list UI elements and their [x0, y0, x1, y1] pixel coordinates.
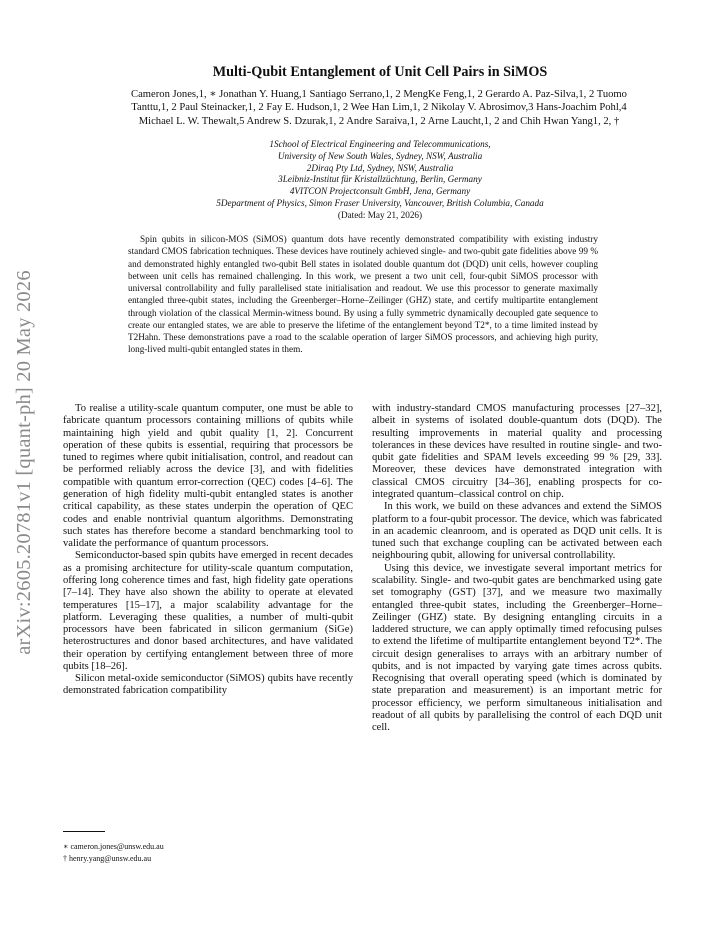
author-list	[64, 88, 694, 128]
date-line: (Dated: May 21, 2026)	[337, 209, 423, 220]
paragraph: To realise a utility-scale quantum computer, one must be able to fabricate quantum processors containing millions of qubits while maintaining high yield and qubit quality [1, 2]. Concurrent operation of these qubits is essential, requiring that processors be tuned to regimes where qubit initialisation, control, and readout can be performed reliably across the device [3], and with fidelities compatible with quantum error-correction (QEC) codes [4–6]. The generation of high fidelity multi-qubit entangled states is another critical capability, as these states underpin the operation of QEC codes and enable nontrivial quantum algorithms. Demonstrating such states has therefore become a standard benchmarking tool to validate the performance of quantum processors.	[63, 403, 353, 550]
arxiv-stamp	[2, 246, 46, 678]
footnote-email: † henry.yang@unsw.edu.au	[63, 853, 152, 863]
author-line: Cameron Jones,1, ∗ Jonathan Y. Huang,1 Santiago Serrano,1, 2 MengKe Feng,1, 2 Gerardo A. Paz-Silva,1, 2 Tuomo	[131, 89, 627, 100]
paragraph: Silicon metal-oxide semiconductor (SiMOS) qubits have recently demonstrated fabrication compatibility	[63, 673, 353, 697]
footnote-divider	[63, 831, 105, 832]
paragraph: with industry-standard CMOS manufacturing processes [27–32], albeit in systems of isolated double-quantum dots (DQD). The resulting improvements in material quality and processing tolerances in these devices have resulted in routine single- and two-qubit gate fidelities and SPAM levels exceeding 99 % [29, 33]. Moreover, these devices have demonstrated integration with classical CMOS circuitry [34–36], enabling prospects for co-integrated quantum–classical control on chip.	[372, 403, 662, 500]
footnotes	[63, 841, 164, 864]
author-line: Michael L. W. Thewalt,5 Andrew S. Dzurak,1, 2 Andre Saraiva,1, 2 Arne Laucht,1, 2 and Chih Hwan Yang1, 2, †	[138, 115, 620, 127]
affiliation: 3Leibniz-Institut für Kristallzüchtung, Berlin, Germany	[278, 174, 482, 185]
affiliation: 4VITCON Projectconsult GmbH, Jena, Germany	[289, 186, 471, 197]
abstract: Spin qubits in silicon-MOS (SiMOS) quantum dots have recently demonstrated compatibility with existing industry standard CMOS fabrication techniques. These devices have routinely achieved single- and two-qubit gate fidelities above 99 % and demonstrated highly entangled two-qubit Bell states in isolated double quantum dot (DQD) unit cells, however coupling between unit cells has remained challenging. In this work, we present a two unit cell, four-qubit SiMOS processor with universal controllability and fully parallelised state initialisation and readout. We use this processor to generate maximally entangled three-qubit states, including the Greenberger–Horne–Zeilinger (GHZ) state, and certify multipartite entanglement through violation of the classical Mermin-witness bound. By using a fully symmetric dynamically decoupled gate sequence to create our entangled states, we are able to preserve the lifetime of the entanglement beyond T2*, to a time limited instead by T2Hahn. These demonstrations pave a road to the scalable operation of larger SiMOS processors, and achieving high purity, long-lived multi-qubit entangled states in them.	[128, 234, 598, 355]
paragraph: Semiconductor-based spin qubits have emerged in recent decades as a promising architecture for utility-scale quantum computation, offering long coherence times and fast, high fidelity gate operations [7–14]. They have also shown the ability to operate at elevated temperatures [15–17], a major scalability advantage for the platform. Leveraging these qualities, a number of multi-qubit processors have been fabricated in silicon germanium (SiGe) heterostructures and donor based architectures, and have validated their operation by certifying entanglement between three of more qubits [18–26].	[63, 550, 353, 672]
arxiv-identifier: arXiv:2605.20781v1 [quant-ph] 20 May 2026	[12, 269, 35, 655]
paragraph: In this work, we build on these advances and extend the SiMOS platform to a four-qubit processor. The device, which was fabricated in an academic cleanroom, and is operated as DQD unit cells. It is tuned such that exchange coupling can be activated between each neighbouring qubit, allowing for universal controllability.	[372, 501, 662, 562]
affiliation: 2Diraq Pty Ltd, Sydney, NSW, Australia	[306, 162, 454, 173]
author-line: Tanttu,1, 2 Paul Steinacker,1, 2 Fay E. Hudson,1, 2 Wee Han Lim,1, 2 Nikolay V. Abrosimov,3 Hans-Joachim Pohl,4	[131, 102, 627, 114]
affiliation: 5Department of Physics, Simon Fraser University, Vancouver, British Columbia, Canada	[216, 197, 544, 208]
affiliations	[80, 139, 680, 222]
affiliation: 1School of Electrical Engineering and Telecommunications,	[269, 139, 491, 149]
affiliation: University of New South Wales, Sydney, NSW, Australia	[277, 150, 483, 161]
body-column-right	[372, 403, 662, 735]
paper-title: Multi-Qubit Entanglement of Unit Cell Pairs in SiMOS	[212, 64, 548, 80]
body-column-left	[63, 403, 353, 698]
footnote-email: ∗ cameron.jones@unsw.edu.au	[63, 842, 164, 851]
paragraph: Using this device, we investigate several important metrics for scalability. Single- and two-qubit gates are benchmarked using gate set tomography (GST) [37], and we measure two maximally entangled three-qubit states, including the Greenberger–Horne–Zeilinger (GHZ) state. By designing entangling circuits in a laddered structure, we can apply optimally timed refocusing pulses to extend the lifetime of multipartite entanglement beyond T2*. The circuit design generalises to arrays with an arbitrary number of qubits, and is not impacted by varying gate times across qubits. Recognising that overall operating speed (which is dominated by state preparation and measurement) is an important metric for processor efficiency, we perform simultaneous initialisation and readout of all qubits by parallelising the control of each DQD unit cell.	[372, 562, 662, 734]
